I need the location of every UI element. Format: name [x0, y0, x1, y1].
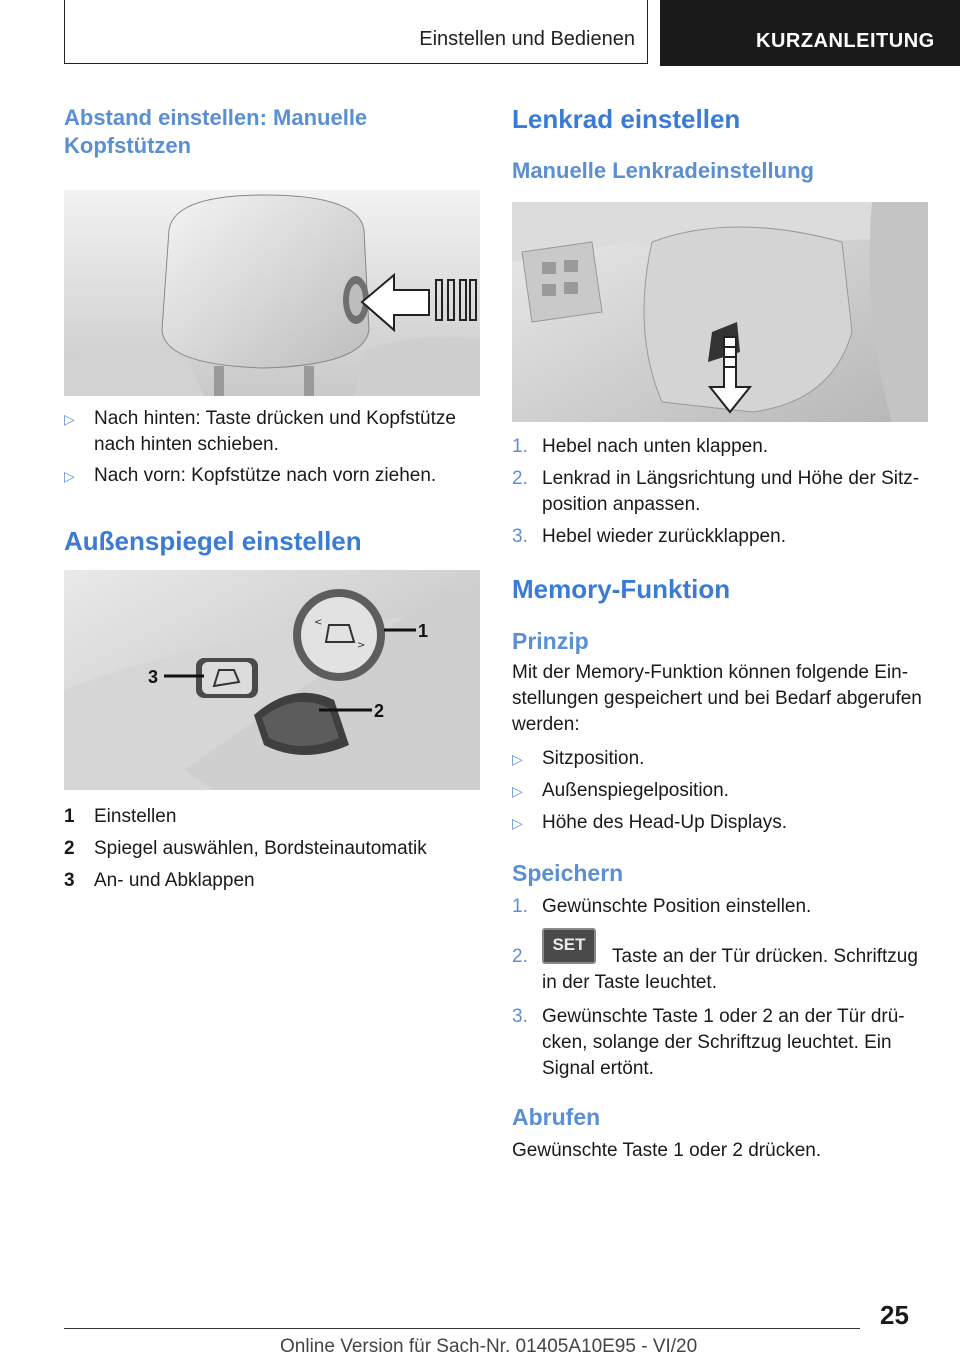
step-text: Gewünschte Position einstellen. — [542, 896, 812, 917]
recall-paragraph: Gewünschte Taste 1 oder 2 drücken. — [512, 1140, 822, 1161]
mirror-heading: Außenspiegel einstellen — [64, 526, 362, 556]
step-number: 3. — [512, 526, 528, 547]
bullet-text: Nach hinten: Taste drücken und Kopfstütze nach hinten schieben. — [94, 408, 456, 455]
steering-heading: Lenkrad einstellen — [512, 104, 741, 134]
triangle-right-icon: ▷ — [512, 751, 523, 767]
step-number: 2. — [512, 468, 528, 489]
principle-paragraph: Mit der Memory-Funktion können folgende Ein-stellungen gespeichert und bei Bedarf abgerufen werden: — [512, 662, 922, 735]
triangle-right-icon: ▷ — [512, 815, 523, 831]
step-text: Taste an der Tür drücken. Schriftzug in der Taste leuchtet. — [542, 946, 918, 993]
headrest-heading: Abstand einstellen: Manuelle Kopfstützen — [64, 105, 368, 158]
step-text: Hebel wieder zurückklappen. — [542, 526, 786, 547]
headrest-photo — [64, 190, 480, 396]
triangle-right-icon: ▷ — [64, 411, 75, 427]
svg-text:>: > — [357, 640, 366, 651]
step-number: 3. — [512, 1006, 528, 1027]
legend-text: An- und Abklappen — [94, 870, 255, 891]
triangle-right-icon: ▷ — [512, 783, 523, 799]
callout-1: 1 — [418, 621, 429, 641]
save-heading: Speichern — [512, 860, 624, 886]
legend-number: 2 — [64, 838, 75, 859]
legend-number: 3 — [64, 870, 75, 891]
bullet-text: Höhe des Head-Up Displays. — [542, 812, 788, 833]
step-text: Gewünschte Taste 1 oder 2 an der Tür drü-cken, solange der Schriftzug leuchtet. Ein Signal ertönt. — [542, 1006, 905, 1079]
footer-divider — [64, 1328, 860, 1329]
step-number: 1. — [512, 436, 528, 457]
bullet-text: Nach vorn: Kopfstütze nach vorn ziehen. — [94, 465, 437, 486]
headrest-bullet-2 — [64, 463, 480, 489]
step-text: Hebel nach unten klappen. — [542, 436, 769, 457]
bullet-text: Außenspiegelposition. — [542, 780, 729, 801]
header-section-title: Einstellen und Bedienen — [419, 28, 635, 50]
headrest-bullet-1 — [64, 406, 480, 460]
principle-heading: Prinzip — [512, 628, 589, 654]
header-section-box — [64, 0, 648, 64]
legend-number: 1 — [64, 806, 75, 827]
bullet-text: Sitzposition. — [542, 748, 645, 769]
page-number: 25 — [880, 1300, 909, 1330]
callout-3: 3 — [148, 667, 159, 687]
callout-2: 2 — [374, 701, 385, 721]
steering-subheading: Manuelle Lenkradeinstellung — [512, 158, 814, 183]
steering-column-photo — [512, 202, 928, 422]
header-chapter-title: KURZANLEITUNG — [756, 30, 935, 52]
step-text: Lenkrad in Längsrichtung und Höhe der Sitz-position anpassen. — [542, 468, 920, 515]
legend-text: Einstellen — [94, 806, 177, 827]
memory-heading: Memory-Funktion — [512, 574, 731, 604]
header-chapter-box — [660, 0, 960, 66]
legend-text: Spiegel auswählen, Bordsteinautomatik — [94, 838, 427, 859]
mirror-control-photo — [64, 570, 480, 790]
svg-text:<: < — [314, 617, 323, 628]
set-button-icon: SET — [542, 928, 596, 964]
recall-heading: Abrufen — [512, 1104, 601, 1130]
step-number: 2. — [512, 946, 528, 967]
footer-online-version: Online Version für Sach-Nr. 01405A10E95 - VI/20 — [280, 1336, 698, 1357]
triangle-right-icon: ▷ — [64, 468, 75, 484]
step-number: 1. — [512, 896, 528, 917]
